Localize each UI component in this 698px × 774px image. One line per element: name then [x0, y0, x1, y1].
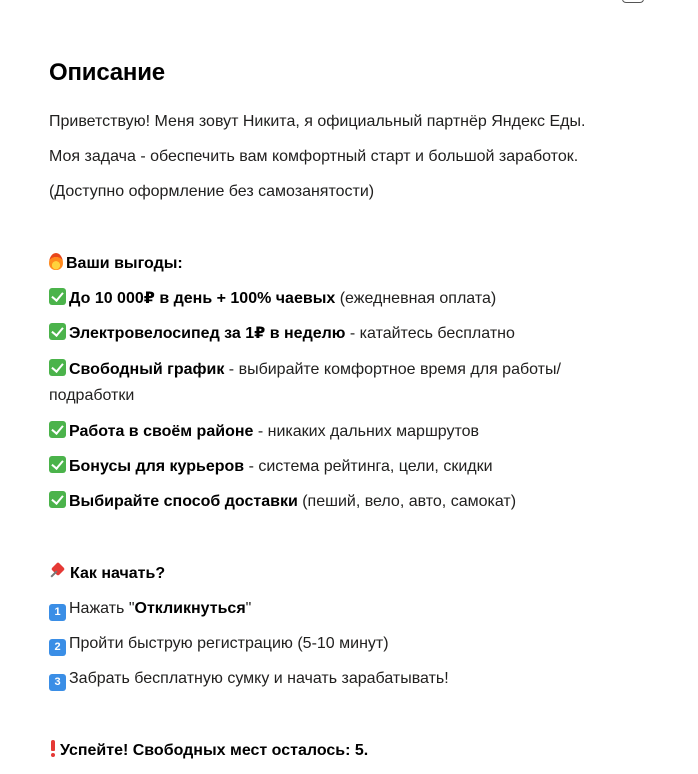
fire-icon — [49, 253, 63, 270]
benefit-item — [49, 420, 669, 444]
step-item — [49, 667, 669, 691]
benefit-bold: До 10 000₽ в день + 100% чаевых — [69, 290, 336, 307]
keycap-1-icon: 1 — [49, 604, 66, 621]
benefit-item — [49, 322, 669, 346]
intro-line-2: Моя задача - обеспечить вам комфортный старт и большой заработок. — [49, 148, 579, 165]
check-mark-icon — [49, 491, 66, 508]
check-mark-icon — [49, 323, 66, 340]
step-text: Пройти быструю регистрацию (5-10 минут) — [69, 635, 389, 652]
check-mark-icon — [49, 456, 66, 473]
step-text-end: " — [245, 600, 252, 617]
benefit-item — [49, 490, 669, 514]
urgency-text: Успейте! Свободных мест осталось: 5. — [60, 742, 369, 759]
how-to-start-heading-text: Как начать? — [70, 565, 166, 582]
benefit-text: - система рейтинга, цели, скидки — [244, 458, 493, 475]
step-item — [49, 632, 669, 656]
benefit-text: - никаких дальних маршрутов — [253, 423, 480, 440]
section-title: Описание — [49, 59, 165, 86]
how-to-start-heading — [49, 562, 669, 586]
step-item — [49, 597, 669, 621]
urgency-line — [49, 739, 669, 763]
pushpin-icon — [49, 563, 67, 580]
step-text: Нажать " — [69, 600, 135, 617]
keycap-3-icon: 3 — [49, 674, 66, 691]
intro-line-1: Приветствую! Меня зовут Никита, я официальный партнёр Яндекс Еды. — [49, 113, 586, 130]
keycap-2-icon: 2 — [49, 639, 66, 656]
benefit-item — [49, 455, 669, 479]
step-bold: Откликнуться — [134, 600, 246, 617]
benefit-bold: Электровелосипед за 1₽ в неделю — [69, 325, 346, 342]
spacer — [49, 215, 669, 252]
benefit-bold: Бонусы для курьеров — [69, 458, 245, 475]
description-section — [49, 56, 669, 774]
benefit-bold: Работа в своём районе — [69, 423, 254, 440]
top-right-partial-icon — [622, 0, 644, 3]
step-text: Забрать бесплатную сумку и начать зарабатывать! — [69, 670, 449, 687]
benefit-bold: Свободный график — [69, 361, 225, 378]
spacer — [49, 525, 669, 562]
benefit-text: - выбирайте комфортное время для работы/подработки — [49, 361, 561, 404]
check-mark-icon — [49, 288, 66, 305]
benefit-text: (ежедневная оплата) — [335, 290, 497, 307]
intro-line-3: (Доступно оформление без самозанятости) — [49, 183, 375, 200]
benefit-item — [49, 287, 669, 311]
benefits-heading — [49, 252, 669, 276]
check-mark-icon — [49, 421, 66, 438]
benefit-text: - катайтесь бесплатно — [345, 325, 515, 342]
benefit-text: (пеший, вело, авто, самокат) — [297, 493, 517, 510]
benefit-bold: Выбирайте способ доставки — [69, 493, 298, 510]
benefit-item — [49, 357, 609, 409]
spacer — [49, 702, 669, 739]
benefits-heading-text: Ваши выгоды: — [66, 255, 183, 272]
check-mark-icon — [49, 359, 66, 376]
exclamation-icon — [49, 740, 57, 757]
